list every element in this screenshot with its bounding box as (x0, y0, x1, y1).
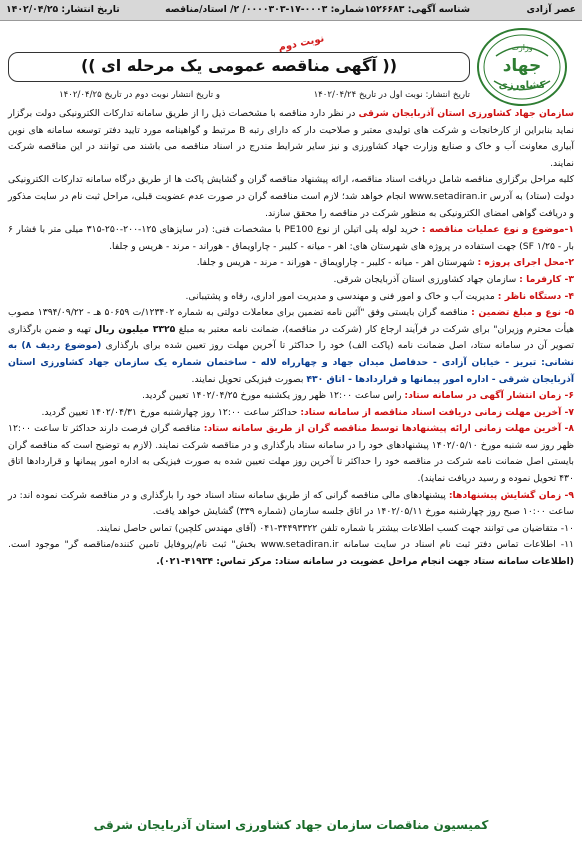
item-4-label: ۴- دستگاه ناظر : (497, 290, 574, 302)
top-bar (0, 0, 582, 21)
item-9 (8, 488, 574, 521)
ad-id: شناسه آگهی: ۱۵۲۶۶۸۳ (364, 4, 470, 15)
item-11 (8, 537, 574, 570)
item-1 (8, 222, 574, 255)
item-7-label: ۷- آخرین مهلت زمانی دریافت اسناد مناقصه از سامانه ستاد: (300, 406, 574, 418)
intro-paragraph (8, 106, 574, 172)
logo-main-text: جهاد (502, 56, 542, 76)
item-3-text: سازمان جهاد کشاورزی استان آذربایجان شرقی. (333, 273, 520, 285)
item-4-text: مدیریت آب و خاک و امور فنی و مهندسی و مدیریت امور اداری، رفاه و پشتیبانی. (185, 290, 498, 302)
guarantee-amount: ۳۳۲۵ میلیون ریال (94, 323, 176, 335)
item-2-label: ۲-محل اجرای پروژه : (477, 257, 574, 269)
item-3-label: ۳- کارفرما : (519, 273, 574, 285)
item-3 (8, 272, 574, 289)
item-11-contact: (اطلاعات سامانه ستاد جهت انجام مراحل عضویت در سامانه ستاد: مرکز تماس: ۴۱۹۳۴-۰۲۱). (156, 556, 574, 568)
item-10: ۱۰- متقاضیان می توانند جهت کسب اطلاعات بیشتر با شماره تلفن ۳۴۴۹۳۳۲۲-۰۴۱ (آقای مهندس کلچین) تماس حاصل نمایند. (96, 522, 574, 534)
item-8-label: ۸- آخرین مهلت زمانی ارائه پیشنهادها توسط مناقصه گران از طریق سامانه ستاد: (203, 423, 574, 435)
delivery-address: (موضوع ردیف ۸) به نشانی: تبریز - خیابان آزادی - حدفاصل میدان جهاد و چهارراه لاله - ساختمان شماره یک سازمان جهاد کشاورزی استان آذربایجان شرقی - اداره امور پیمانها و قراردادها - اتاق ۴۳۰ (8, 340, 574, 385)
item-4 (8, 289, 574, 306)
item-5-tail: بصورت فیزیکی تحویل نمایند. (191, 373, 307, 385)
item-1-text: خرید لوله پلی اتیلن از نوع PE100 با مشخصات فنی: (در سایزهای ۱۲۵-۲۰۰-۲۵۰-۳۱۵ میلی متر با فشار ۶ بار - SF ۱/۲۵) جهت استفاده در پروژه های شهرستان های: اهر - میانه - کلیبر - چاراویماق - هوراند - مرند - هریس و جلفا. (8, 224, 574, 252)
item-5-text: مناقصه گران بایستی وفق "آئین نامه تضمین برای معاملات دولتی به شماره ۱۲۳۴۰۲/ت ۵۰۶۵۹ هـ - ۱۳۹۴/۰۹/۲۲ مصوب هیأت محترم وزیران" برای شرکت در فرآیند ارجاع کار (شرکت در مناقصه)، ضمانت نامه معتبر به مبلغ (8, 307, 574, 335)
item-5 (8, 305, 574, 388)
ad-body (8, 106, 574, 571)
organizer-name: سازمان جهاد کشاورزی استان آذربایجان شرقی (358, 108, 574, 119)
item-2-text: شهرستان اهر - میانه - کلیبر - چاراویماق - هوراند - مرند - هریس و جلفا. (196, 257, 478, 269)
item-7-text: حداکثر ساعت ۱۲:۰۰ روز چهارشنبه مورخ ۱۴۰۲/۰۴/۳۱ تعیین گردید. (41, 406, 301, 418)
item-11-text: ۱۱- اطلاعات تماس دفتر ثبت نام اسناد در سایت سامانه www.setadiran.ir بخش" ثبت نام/پروفایل تامین کننده/مناقصه گر" موجود است. (8, 539, 574, 551)
item-6 (8, 388, 574, 405)
item-9-text: پیشنهادهای مالی مناقصه گرانی که از طریق سامانه ستاد اسناد خود را بارگذاری و در مناقصه شرکت نموده اند: در ساعت ۱۰:۰۰ صبح روز چهارشنبه مورخ ۱۴۰۲/۰۵/۱۱ در اتاق جلسه سازمان (شماره ۳۳۹) گشایش خواهد یافت. (8, 489, 574, 518)
signature-footer: کمیسیون مناقصات سازمان جهاد کشاورزی استان آذربایجان شرقی (93, 818, 489, 832)
publish-date: تاریخ انتشار: ۱۴۰۲/۰۴/۲۵ (6, 4, 120, 15)
item-8-text: مناقصه گران فرصت دارند حداکثر تا ساعت ۱۲:۰۰ ظهر روز سه شنبه مورخ ۱۴۰۲/۰۵/۱۰ پیشنهادهای خود را در سامانه ستاد بارگذاری و در مناقصه شرکت نمایند. (لازم به توضیح است که مناقصه گران بایستی اصل ضمانت نامه شرکت در مناقصه خود را حداکثر تا آخرین روز مهلت تعیین شده به صورت فیزیکی به اداره امور پیمانها و قراردادها اتاق ۴۳۰ تحویل نموده و رسید دریافت نمایند). (8, 423, 574, 485)
item-6-text: راس ساعت ۱۲:۰۰ ظهر روز یکشنبه مورخ ۱۴۰۲/۰۴/۲۵ تعیین گردید. (142, 390, 405, 402)
item-8 (8, 421, 574, 487)
item-2 (8, 255, 574, 272)
item-1-label: ۱-موضوع و نوع عملیات مناقصه : (421, 224, 574, 236)
item-6-label: ۶- زمان انتشار آگهی در سامانه ستاد: (404, 390, 574, 402)
process-paragraph: کلیه مراحل برگزاری مناقصه شامل دریافت اسناد مناقصه، ارائه پیشنهاد مناقصه گران و گشایش پاکت ها از طریق درگاه سامانه تدارکات الکترونیکی دولت (ستاد) به آدرس www.setadiran.ir انجام خواهد شد؛ لازم است مناقصه گران در صورت عدم عضویت قبلی، مراحل ثبت نام در سایت مذکور و دریافت گواهی امضای الکترونیکی به منظور شرکت در مناقصه را محقق سازند. (8, 174, 574, 219)
ad-number: شماره: ۰۰۰۳-۱۷-۰۰۰۰۳۰۳/ ۲/ استاد/مناقصه (165, 4, 364, 15)
intro-text: در نظر دارد مناقصه با مشخصات ذیل را از طریق سامانه تدارکات الکترونیکی دولت برگزار نماید بنابراین از کارخانجات و شرکت های تولیدی معتبر و صلاحیت دار که دارای رتبه B مرتبط و گواهینامه مورد تایید دفتر توسعه سامانه های نوین آبیاری معاونت آب و خاک و صنایع وزارت جهاد کشاورزی و نیز سایر شرایط مندرج در اسناد مناقصه می باشند می توانند در این مناقصه شرکت نمایند. (8, 108, 574, 169)
ad-title: (( آگهی مناقصه عمومی یک مرحله ای )) (8, 52, 470, 82)
jahad-keshavarzi-logo-icon (474, 26, 570, 108)
item-9-label: ۹- زمان گشایش پیشنهادها: (448, 489, 574, 501)
logo-top-text: وزارت (511, 43, 533, 52)
publication-name: عصر آزادی (526, 4, 576, 15)
item-5-label: ۵- نوع و مبلغ تضمین : (471, 307, 575, 319)
logo-sub-text: کشاورزی (498, 80, 546, 91)
first-publish-date: تاریخ انتشار: نوبت اول در تاریخ ۱۴۰۲/۰۴/۲۴ (313, 90, 470, 100)
second-publish-date: و تاریخ انتشار نوبت دوم در تاریخ ۱۴۰۲/۰۴/۲۵ (59, 90, 220, 100)
item-7 (8, 405, 574, 422)
second-round-badge: نوبت دوم (277, 33, 326, 54)
item-5-text-2: تهیه و ضمن بارگذاری تصویر آن در سامانه ستاد، اصل ضمانت نامه (پاکت الف) خود را حداکثر تا آخرین مهلت روز تعیین شده برای بارگذاری (8, 323, 575, 352)
